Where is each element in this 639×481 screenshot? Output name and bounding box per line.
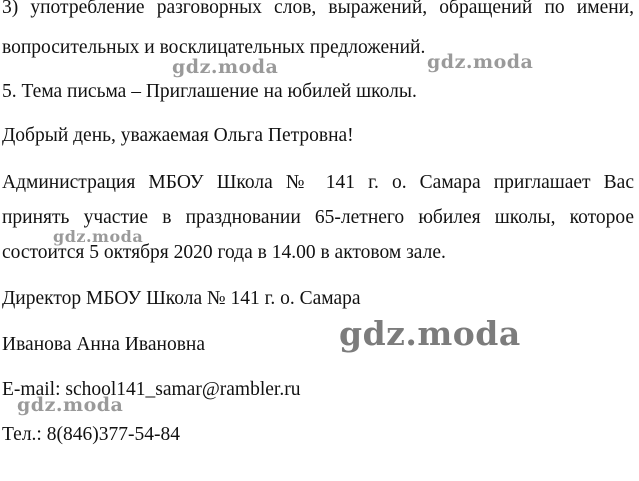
text-line-6: принять участие в праздновании 65-летнего юбилея школы, которое [2,207,634,228]
watermark-1: gdz.moda [172,56,279,78]
text-line-3: 5. Тема письма – Приглашение на юбилей школы. [2,81,417,102]
signature-title-line: Директор МБОУ Школа № 141 г. о. Самара [2,288,361,309]
phone-line: Тел.: 8(846)377-54-84 [2,424,180,445]
watermark-5: gdz.moda [17,394,124,416]
watermark-2: gdz.moda [427,51,534,73]
text-line-1: 3) употребление разговорных слов, выражений, обращений по имени, [2,0,634,18]
greeting-line: Добрый день, уважаемая Ольга Петровна! [2,125,354,146]
email-line: E-mail: school141_samar@rambler.ru [2,379,301,400]
watermark-3: gdz.moda [53,227,144,246]
text-line-2: вопросительных и восклицательных предложений. [2,37,426,58]
watermark-4: gdz.moda [339,314,521,353]
text-line-5: Администрация МБОУ Школа № 141 г. о. Самара приглашает Вас [2,172,634,193]
signature-name-line: Иванова Анна Ивановна [2,334,206,355]
text-line-7: состоится 5 октября 2020 года в 14.00 в актовом зале. [2,242,446,263]
